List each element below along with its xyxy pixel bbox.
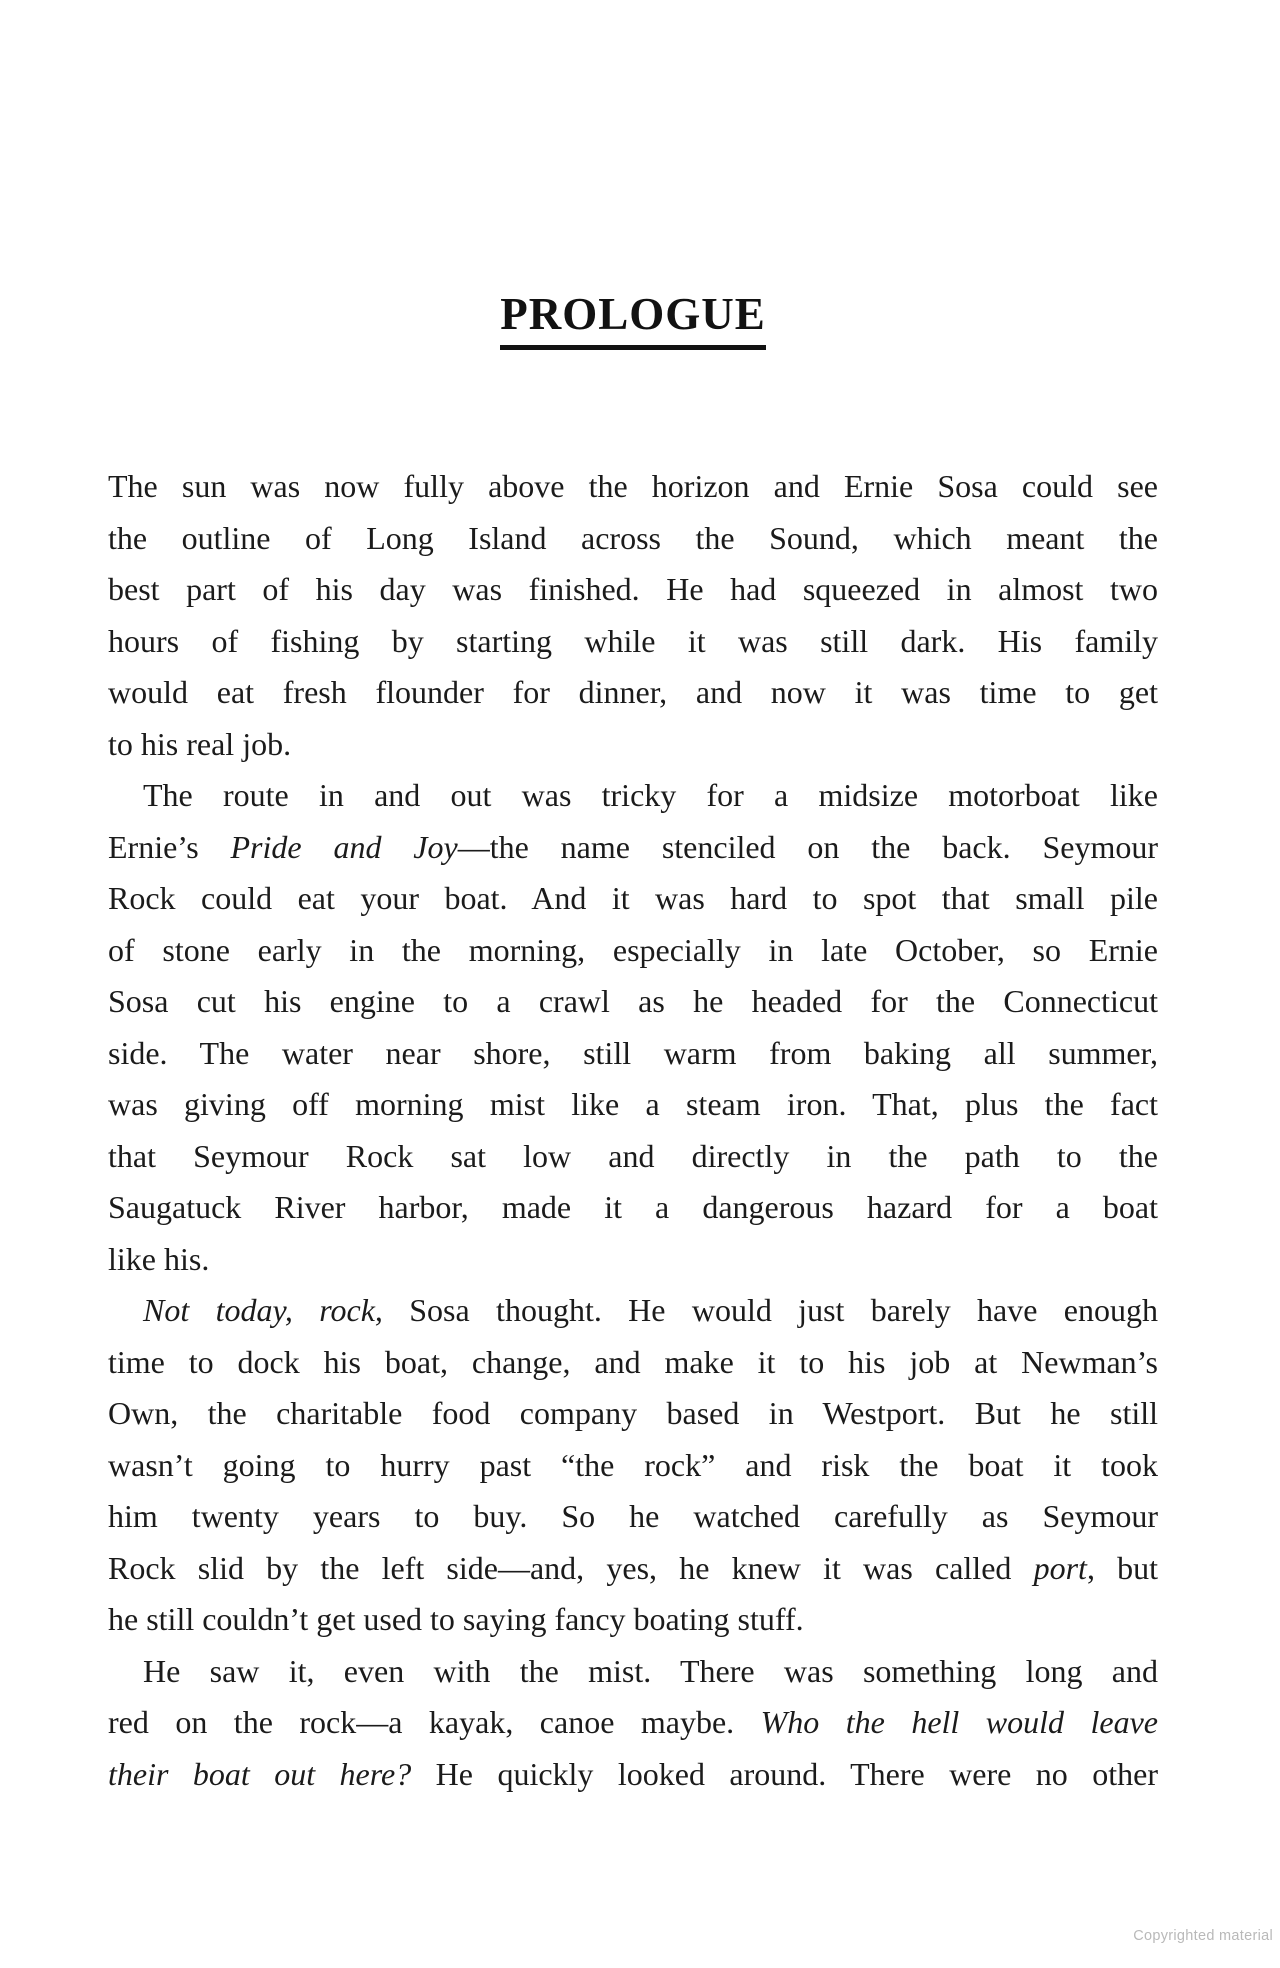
text-segment: to his real job.: [108, 725, 292, 762]
copyright-watermark: Copyrighted material: [1133, 1928, 1273, 1944]
text-line: [108, 667, 1158, 719]
text-line: [108, 1594, 1158, 1646]
text-segment: —the name stenciled on the back. Seymour: [457, 828, 1159, 865]
text-line: [108, 564, 1158, 616]
italic-text-segment: Pride and Joy: [230, 828, 458, 865]
text-segment: would eat fresh flounder for dinner, and now it was time to get: [108, 674, 1158, 710]
text-segment: , but: [1086, 1549, 1159, 1586]
text-line: [108, 616, 1158, 668]
text-segment: hours of fishing by starting while it was still dark. His family: [108, 622, 1158, 659]
text-line: [108, 1182, 1158, 1234]
text-line: [108, 1234, 1158, 1286]
text-line: [108, 1285, 1158, 1337]
text-segment: Saugatuck River harbor, made it a dangerous hazard for a boat: [108, 1189, 1158, 1225]
text-line: [108, 1749, 1158, 1801]
text-segment: Rock could eat your boat. And it was hard to spot that small pile: [108, 880, 1158, 916]
text-line: [108, 1440, 1158, 1492]
text-line: [108, 1028, 1158, 1080]
text-segment: best part of his day was finished. He had squeezed in almost two: [108, 571, 1158, 607]
text-segment: Ernie’s: [108, 828, 231, 865]
text-line: [108, 822, 1158, 874]
text-line: [108, 1543, 1158, 1595]
text-line: [108, 770, 1158, 822]
text-segment: red on the rock—a kayak, canoe maybe.: [108, 1704, 761, 1740]
text-segment: Own, the charitable food company based in Westport. But he still: [108, 1395, 1158, 1431]
text-segment: time to dock his boat, change, and make it to his job at Newman’s: [108, 1343, 1158, 1380]
text-line: [108, 1131, 1158, 1183]
italic-text-segment: their boat out here?: [108, 1755, 412, 1792]
text-line: [108, 719, 1158, 771]
text-segment: Sosa cut his engine to a crawl as he headed for the Connecticut: [108, 983, 1158, 1019]
text-segment: him twenty years to buy. So he watched carefully as Seymour: [108, 1498, 1158, 1534]
text-line: [108, 461, 1158, 513]
text-segment: side. The water near shore, still warm from baking all summer,: [108, 1034, 1158, 1071]
text-segment: wasn’t going to hurry past “the rock” and risk the boat it took: [108, 1446, 1158, 1483]
text-segment: He quickly looked around. There were no other: [411, 1755, 1159, 1792]
text-line: [108, 873, 1158, 925]
italic-text-segment: port: [1033, 1549, 1087, 1586]
text-line: [108, 1697, 1158, 1749]
text-segment: the outline of Long Island across the Sound, which meant the: [108, 519, 1158, 556]
italic-text-segment: Who the hell would leave: [760, 1704, 1159, 1740]
italic-text-segment: Not today, rock,: [143, 1292, 383, 1328]
text-segment: like his.: [108, 1240, 210, 1277]
text-line: [108, 1388, 1158, 1440]
text-line: [108, 1079, 1158, 1131]
chapter-title-wrap: [108, 289, 1158, 350]
text-line: [108, 1646, 1158, 1698]
text-segment: he still couldn’t get used to saying fancy boating stuff.: [108, 1601, 804, 1637]
page-body: [108, 461, 1158, 1800]
text-line: [108, 976, 1158, 1028]
text-segment: Rock slid by the left side—and, yes, he knew it was called: [108, 1549, 1034, 1586]
text-line: [108, 1491, 1158, 1543]
text-line: [108, 925, 1158, 977]
text-line: [108, 513, 1158, 565]
text-segment: was giving off morning mist like a steam iron. That, plus the fact: [108, 1086, 1158, 1122]
text-segment: of stone early in the morning, especially in late October, so Ernie: [108, 931, 1158, 968]
text-segment: Sosa thought. He would just barely have enough: [382, 1292, 1159, 1328]
text-segment: He saw it, even with the mist. There was something long and: [143, 1652, 1158, 1689]
text-line: [108, 1337, 1158, 1389]
chapter-title: PROLOGUE: [500, 292, 766, 350]
text-segment: that Seymour Rock sat low and directly in the path to the: [108, 1137, 1158, 1174]
text-segment: The sun was now fully above the horizon and Ernie Sosa could see: [108, 468, 1158, 504]
text-segment: The route in and out was tricky for a midsize motorboat like: [143, 777, 1158, 813]
